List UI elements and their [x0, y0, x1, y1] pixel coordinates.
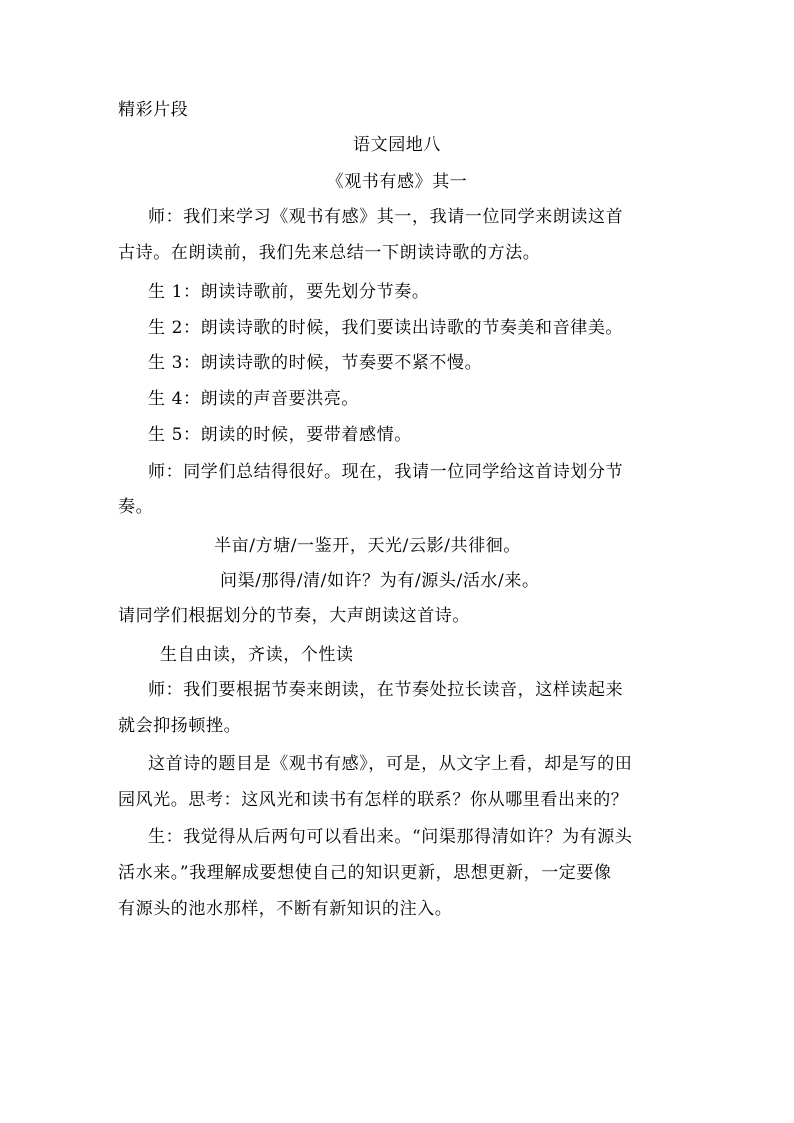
paragraph-line: 活水来。”我理解成要想使自己的知识更新，思想更新，一定要像 — [118, 863, 612, 883]
paragraph-line: 有源头的池水那样，不断有新知识的注入。 — [118, 899, 453, 919]
paragraph-line: 师：同学们总结得很好。现在，我请一位同学给这首诗划分节 — [148, 462, 624, 482]
paragraph-line: 师：我们来学习《观书有感》其一，我请一位同学来朗读这首 — [148, 207, 624, 227]
paragraph-line: 奏。 — [118, 497, 154, 517]
paragraph-line: 生 3：朗读诗歌的时候，节奏要不紧不慢。 — [148, 353, 483, 373]
paragraph-line: 就会抑扬顿挫。 — [118, 716, 242, 736]
paragraph-line: 请同学们根据划分的节奏，大声朗读这首诗。 — [118, 606, 470, 626]
paragraph-line: 古诗。在朗读前，我们先来总结一下朗读诗歌的方法。 — [118, 243, 541, 263]
paragraph-line: 师：我们要根据节奏来朗读，在节奏处拉长读音，这样读起来 — [148, 680, 624, 700]
section-heading: 精彩片段 — [118, 100, 189, 120]
paragraph-line: 生：我觉得从后两句可以看出来。“问渠那得清如许？为有源头 — [148, 827, 633, 847]
paragraph-line: 生 4：朗读的声音要洪亮。 — [148, 389, 360, 409]
lesson-title: 语文园地八 — [353, 135, 441, 155]
paragraph-line: 生 2：朗读诗歌的时候，我们要读出诗歌的节奏美和音律美。 — [148, 318, 624, 338]
poem-line: 半亩/方塘/一鉴开，天光/云影/共徘徊。 — [214, 536, 521, 556]
paragraph-line: 生 5：朗读的时候，要带着感情。 — [148, 425, 412, 445]
poem-line: 问渠/那得/清/如许？为有/源头/活水/来。 — [220, 571, 540, 591]
paragraph-line: 生自由读，齐读，个性读 — [160, 645, 354, 665]
paragraph-line: 这首诗的题目是《观书有感》，可是，从文字上看，却是写的田 — [148, 754, 633, 774]
paragraph-line: 园风光。思考：这风光和读书有怎样的联系？你从哪里看出来的？ — [118, 790, 629, 810]
paragraph-line: 生 1：朗读诗歌前，要先划分节奏。 — [148, 282, 430, 302]
poem-title: 《观书有感》其一 — [326, 172, 468, 192]
